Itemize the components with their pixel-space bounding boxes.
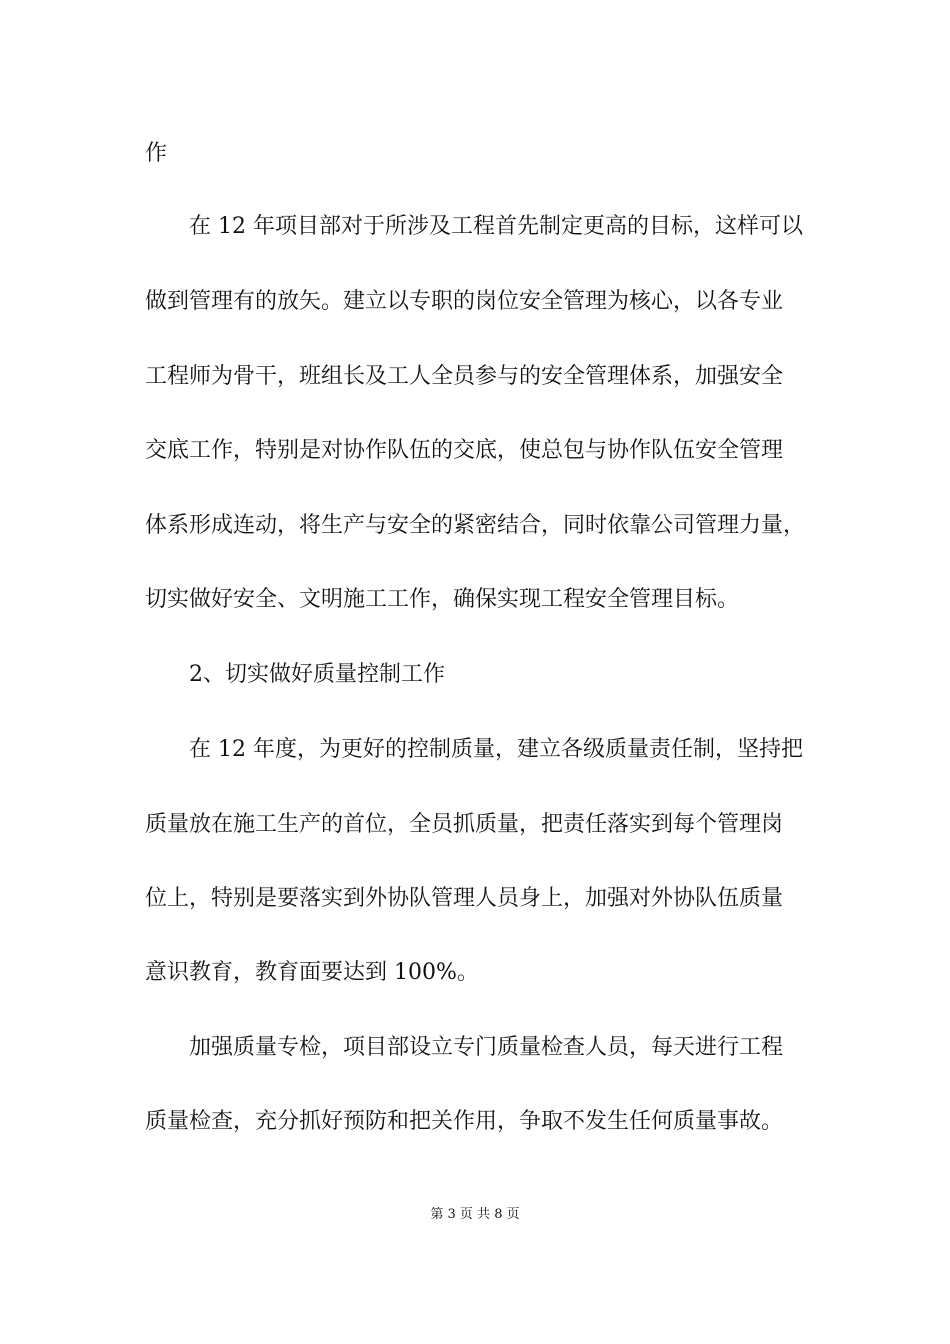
text-line-13: 加强质量专检，项目部设立专门质量检查人员，每天进行工程: [189, 1035, 784, 1060]
text-line-10: 质量放在施工生产的首位，全员抓质量，把责任落实到每个管理岗: [145, 812, 784, 837]
page-footer: [0, 1206, 950, 1224]
text-line-11: 位上，特别是要落实到外协队管理人员身上，加强对外协队伍质量: [145, 886, 784, 911]
text-line-12: 意识教育，教育面要达到 100%。: [145, 960, 479, 985]
text-line-2: 在 12 年项目部对于所涉及工程首先制定更高的目标，这样可以: [189, 214, 803, 239]
text-line-3: 做到管理有的放矢。建立以专职的岗位安全管理为核心，以各专业: [145, 289, 784, 314]
section-heading: 2、切实做好质量控制工作: [189, 662, 445, 687]
text-line-9: 在 12 年度，为更好的控制质量，建立各级质量责任制，坚持把: [189, 737, 803, 762]
text-line-14: 质量检查，充分抓好预防和把关作用，争取不发生任何质量事故。: [145, 1109, 784, 1134]
text-line-4: 工程师为骨干，班组长及工人全员参与的安全管理体系，加强安全: [145, 364, 784, 389]
text-line-1: 作: [145, 141, 168, 166]
text-line-7: 切实做好安全、文明施工工作，确保实现工程安全管理目标。: [145, 587, 740, 612]
text-line-6: 体系形成连动，将生产与安全的紧密结合，同时依靠公司管理力量，: [145, 513, 806, 538]
page-number: 第 3 页 共 8 页: [430, 1207, 520, 1222]
text-line-5: 交底工作，特别是对协作队伍的交底，使总包与协作队伍安全管理: [145, 438, 784, 463]
